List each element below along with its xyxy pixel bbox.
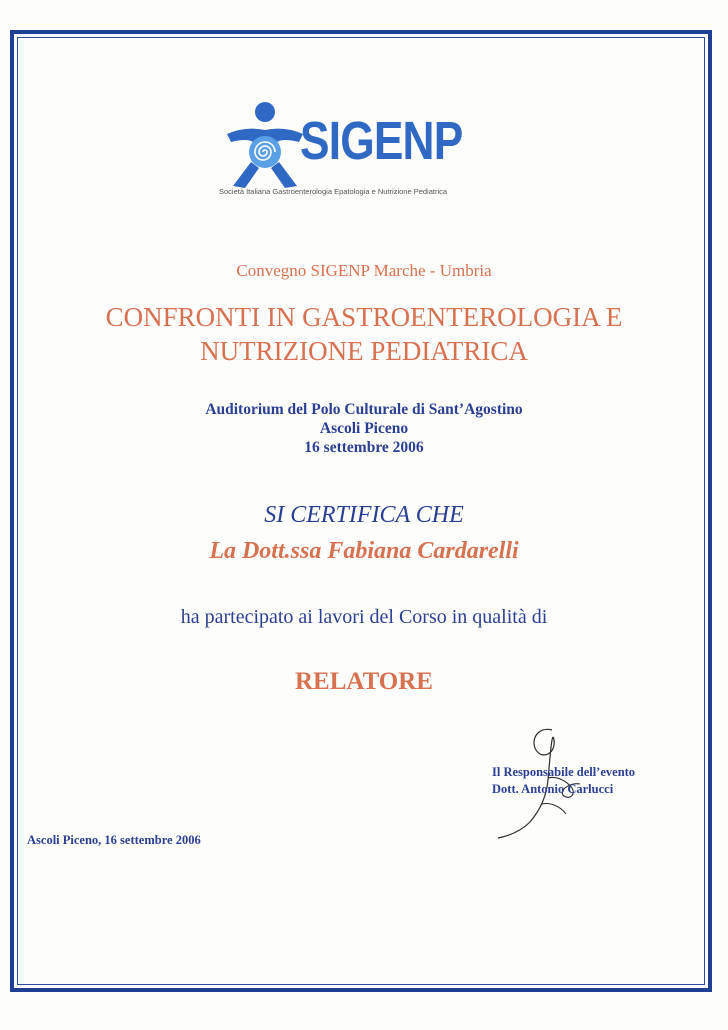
recipient-name: La Dott.ssa Fabiana Cardarelli (209, 538, 519, 564)
venue-block (0, 400, 728, 457)
signatory-title: Il Responsabile dell’evento (492, 765, 636, 779)
place-and-date: Ascoli Piceno, 16 settembre 2006 (27, 833, 201, 847)
title-line-2: NUTRIZIONE PEDIATRICA (200, 336, 528, 366)
certificate-title (0, 300, 728, 368)
logo-figure-icon (225, 100, 305, 190)
participant-role: RELATORE (294, 668, 433, 695)
title-line-1: CONFRONTI IN GASTROENTEROLOGIA E (105, 302, 623, 332)
signatory-block (492, 764, 635, 798)
participation-statement: ha partecipato ai lavori del Corso in qualità di (180, 606, 548, 628)
event-line: Convegno SIGENP Marche - Umbria (236, 261, 492, 280)
venue-line-1: Auditorium del Polo Culturale di Sant’Agostino (205, 401, 523, 418)
venue-line-2: Ascoli Piceno (319, 420, 409, 437)
certifies-heading: SI CERTIFICA CHE (264, 502, 464, 528)
logo-subtitle: Società Italiana Gastroenterologia Epatologia e Nutrizione Pediatrica (219, 187, 448, 196)
venue-line-3: 16 settembre 2006 (304, 439, 424, 456)
sigenp-logo (219, 98, 525, 204)
logo-wordmark: SIGENP (300, 111, 463, 171)
signatory-name: Dott. Antonio Carlucci (492, 782, 614, 796)
